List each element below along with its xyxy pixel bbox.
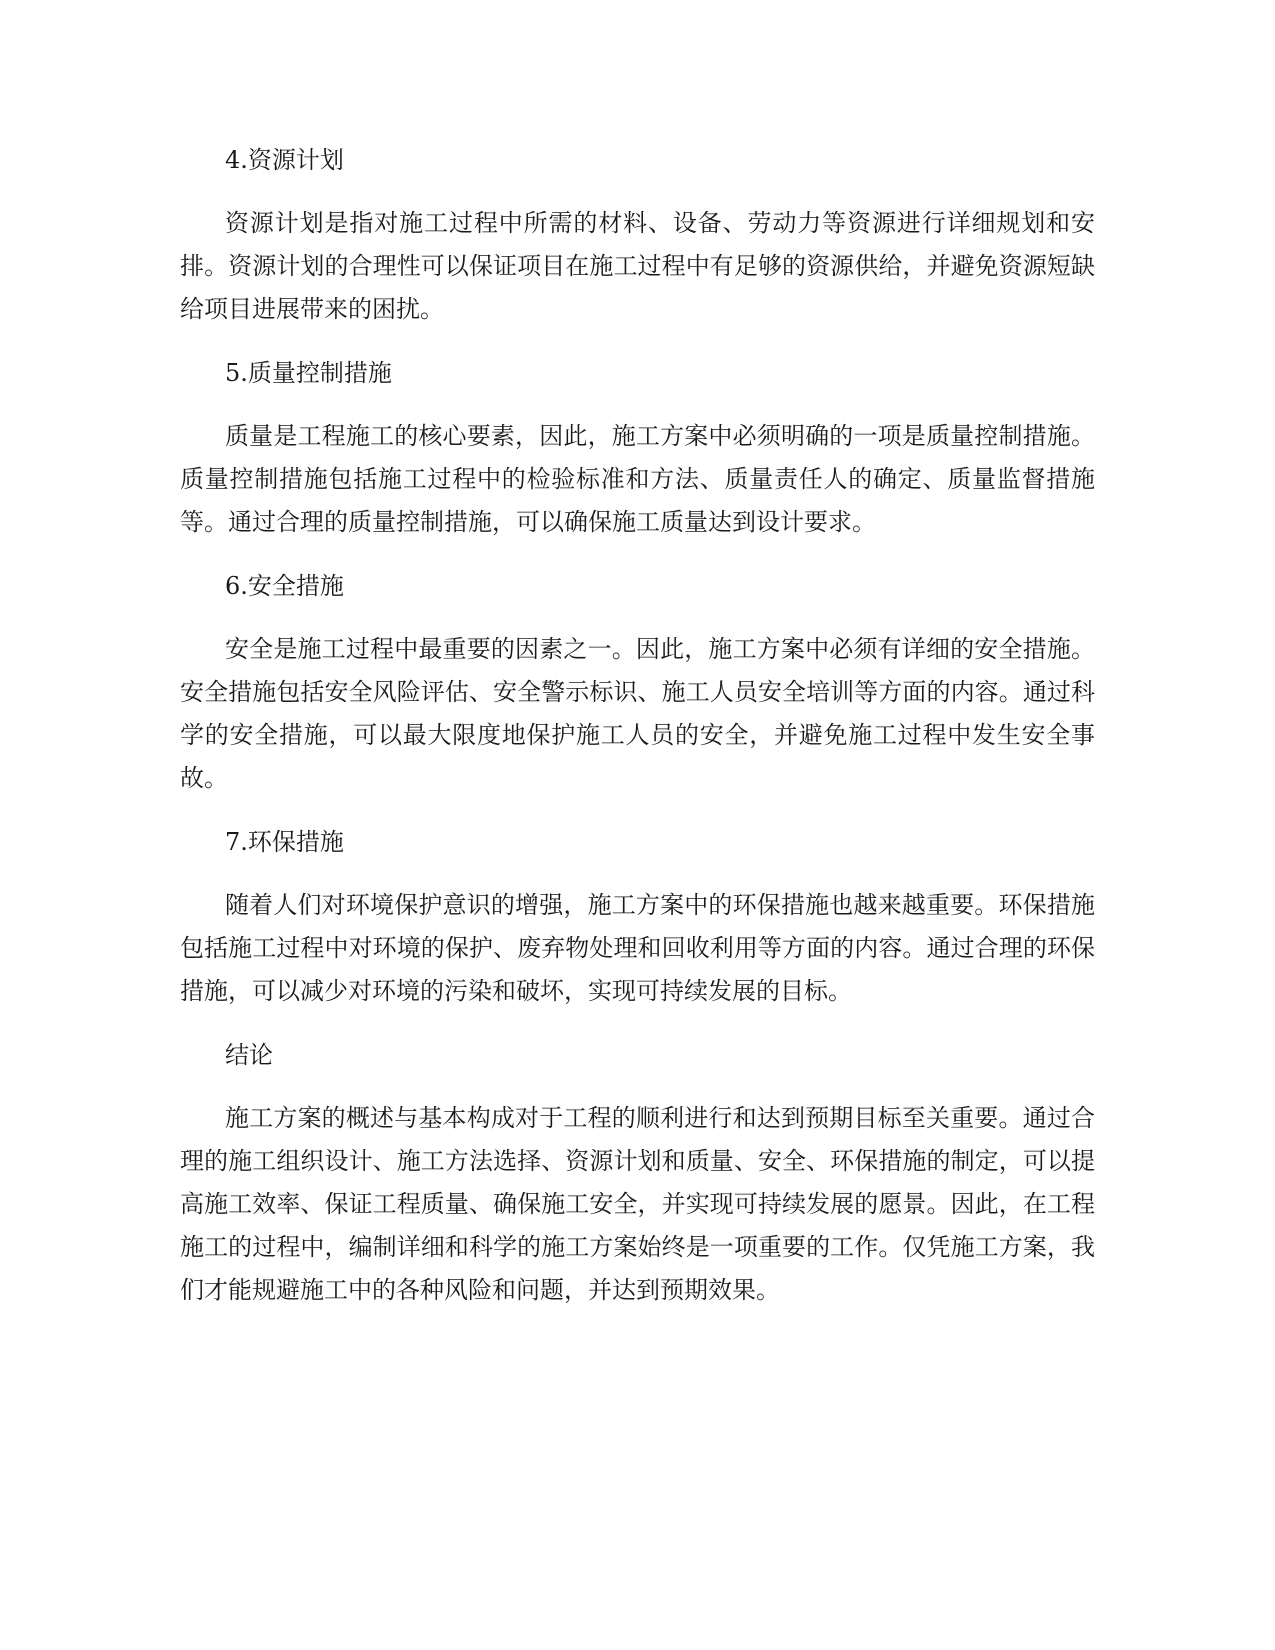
document-page <box>180 140 1095 1334</box>
section-body-quality-control: 质量是工程施工的核心要素，因此，施工方案中必须明确的一项是质量控制措施。质量控制措施包括施工过程中的检验标准和方法、质量责任人的确定、质量监督措施等。通过合理的质量控制措施，可以确保施工质量达到设计要求。 <box>180 422 1095 536</box>
section-body-resource-plan: 资源计划是指对施工过程中所需的材料、设备、劳动力等资源进行详细规划和安排。资源计划的合理性可以保证项目在施工过程中有足够的资源供给，并避免资源短缺给项目进展带来的困扰。 <box>180 209 1095 323</box>
section-body-conclusion: 施工方案的概述与基本构成对于工程的顺利进行和达到预期目标至关重要。通过合理的施工组织设计、施工方法选择、资源计划和质量、安全、环保措施的制定，可以提高施工效率、保证工程质量、确保施工安全，并实现可持续发展的愿景。因此，在工程施工的过程中，编制详细和科学的施工方案始终是一项重要的工作。仅凭施工方案，我们才能规避施工中的各种风险和问题，并达到预期效果。 <box>180 1104 1095 1304</box>
section-heading-quality-control: 5.质量控制措施 <box>225 359 392 387</box>
section-body-environmental: 随着人们对环境保护意识的增强，施工方案中的环保措施也越来越重要。环保措施包括施工过程中对环境的保护、废弃物处理和回收利用等方面的内容。通过合理的环保措施，可以减少对环境的污染和破坏，实现可持续发展的目标。 <box>180 891 1095 1005</box>
section-heading-conclusion: 结论 <box>225 1041 273 1069</box>
section-body-safety: 安全是施工过程中最重要的因素之一。因此，施工方案中必须有详细的安全措施。安全措施包括安全风险评估、安全警示标识、施工人员安全培训等方面的内容。通过科学的安全措施，可以最大限度地保护施工人员的安全，并避免施工过程中发生安全事故。 <box>180 635 1095 792</box>
section-heading-environmental: 7.环保措施 <box>225 828 344 856</box>
section-heading-safety: 6.安全措施 <box>225 572 344 600</box>
section-heading-resource-plan: 4.资源计划 <box>225 146 344 174</box>
